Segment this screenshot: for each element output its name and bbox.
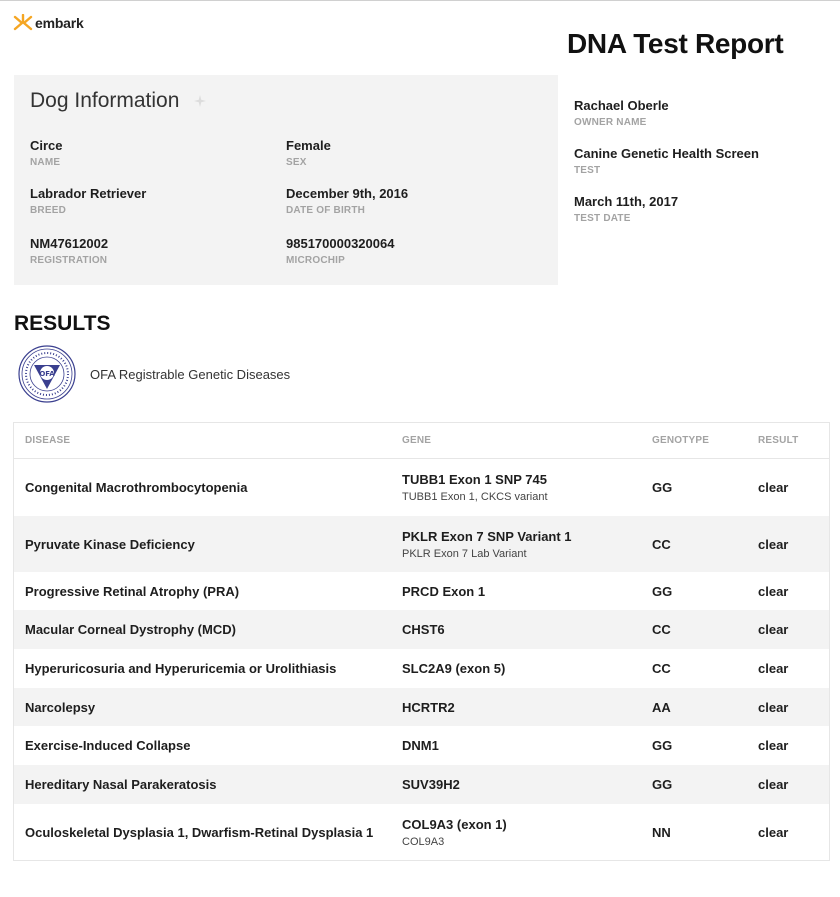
logo-text: embark <box>35 15 84 31</box>
dog-breed-value: Labrador Retriever <box>30 186 147 201</box>
gene-cell <box>402 661 652 676</box>
dog-name-label: NAME <box>30 157 61 168</box>
table-row <box>14 688 829 726</box>
disease-cell: Macular Corneal Dystrophy (MCD) <box>25 622 236 637</box>
dog-microchip-label: MICROCHIP <box>286 255 346 266</box>
gene-cell <box>402 622 652 637</box>
results-table <box>13 422 830 861</box>
result-cell: clear <box>758 777 789 792</box>
result-cell: clear <box>758 699 789 715</box>
ofa-section-label: OFA Registrable Genetic Diseases <box>90 366 291 382</box>
table-row <box>14 610 829 649</box>
column-genotype: GENOTYPE <box>652 435 710 446</box>
result-cell: clear <box>758 583 789 599</box>
test-name-label: TEST <box>574 165 601 176</box>
owner-name-field <box>574 98 669 128</box>
results-table-body <box>14 459 829 860</box>
genotype-cell: GG <box>652 777 673 792</box>
dog-microchip-field <box>286 236 394 266</box>
genotype-cell: GG <box>652 583 673 599</box>
sparkle-icon <box>193 94 207 108</box>
column-gene: GENE <box>402 435 432 446</box>
gene-name: CHST6 <box>402 622 445 637</box>
column-disease: DISEASE <box>25 435 71 446</box>
dog-registration-field <box>30 236 108 266</box>
table-row <box>14 516 829 572</box>
dog-birthdate-value: December 9th, 2016 <box>286 186 409 201</box>
ofa-section-header <box>18 345 290 403</box>
disease-cell: Hyperuricosuria and Hyperuricemia or Urolithiasis <box>25 661 337 676</box>
gene-variant: TUBB1 Exon 1, CKCS variant <box>402 491 548 503</box>
table-row <box>14 649 829 688</box>
result-cell: clear <box>758 738 789 753</box>
gene-cell <box>402 584 652 599</box>
dog-sex-value: Female <box>286 138 331 153</box>
result-cell: clear <box>758 480 789 495</box>
genotype-cell: CC <box>652 536 671 552</box>
genotype-cell: CC <box>652 622 671 637</box>
dog-sex-field <box>286 138 331 168</box>
gene-name: SLC2A9 (exon 5) <box>402 661 506 676</box>
gene-name: HCRTR2 <box>402 699 455 715</box>
table-row <box>14 572 829 610</box>
disease-cell: Hereditary Nasal Parakeratosis <box>25 777 217 792</box>
gene-cell <box>402 738 652 753</box>
table-row <box>14 804 829 860</box>
gene-variant: COL9A3 <box>402 835 445 848</box>
disease-cell: Pyruvate Kinase Deficiency <box>25 536 195 552</box>
gene-name: TUBB1 Exon 1 SNP 745 <box>402 472 547 487</box>
disease-cell: Oculoskeletal Dysplasia 1, Dwarfism-Retinal Dysplasia 1 <box>25 824 374 840</box>
test-name-field <box>574 146 759 176</box>
dog-birthdate-label: DATE OF BIRTH <box>286 205 366 216</box>
embark-logo <box>13 14 84 32</box>
dog-microchip-value: 985170000320064 <box>286 236 395 251</box>
gene-cell <box>402 529 652 560</box>
dog-sex-label: SEX <box>286 157 307 168</box>
dog-registration-value: NM47612002 <box>30 236 109 251</box>
gene-cell <box>402 777 652 792</box>
result-cell: clear <box>758 536 789 552</box>
result-cell: clear <box>758 661 789 676</box>
test-date-field <box>574 194 678 224</box>
gene-cell <box>402 817 652 848</box>
disease-cell: Narcolepsy <box>25 699 96 715</box>
dog-registration-label: REGISTRATION <box>30 255 108 266</box>
table-row <box>14 726 829 765</box>
owner-name-label: OWNER NAME <box>574 117 647 128</box>
gene-name: COL9A3 (exon 1) <box>402 816 507 832</box>
results-title: RESULTS <box>14 312 111 335</box>
dog-name-value: Circe <box>30 138 63 153</box>
genotype-cell: NN <box>652 824 671 840</box>
result-cell: clear <box>758 622 789 637</box>
disease-cell: Progressive Retinal Atrophy (PRA) <box>25 583 240 599</box>
table-row <box>14 765 829 804</box>
gene-name: PRCD Exon 1 <box>402 583 486 599</box>
gene-cell <box>402 472 652 503</box>
report-title: DNA Test Report <box>567 28 784 59</box>
dog-information-title <box>30 89 207 113</box>
disease-cell: Exercise-Induced Collapse <box>25 738 191 753</box>
owner-name-value: Rachael Oberle <box>574 98 669 113</box>
result-cell: clear <box>758 824 789 840</box>
ofa-seal-text: OFA <box>39 370 55 378</box>
ofa-seal-icon <box>18 345 76 403</box>
genotype-cell: AA <box>652 699 671 715</box>
column-result: RESULT <box>758 435 799 446</box>
gene-name: DNM1 <box>402 738 439 753</box>
test-date-label: TEST DATE <box>574 213 631 224</box>
dog-birthdate-field <box>286 186 408 216</box>
gene-name: SUV39H2 <box>402 777 460 792</box>
genotype-cell: CC <box>652 661 671 676</box>
dog-breed-label: BREED <box>30 205 67 216</box>
embark-star-icon <box>13 14 33 32</box>
dog-information-card <box>14 75 558 285</box>
disease-cell: Congenital Macrothrombocytopenia <box>25 480 248 495</box>
genotype-cell: GG <box>652 480 673 495</box>
gene-cell <box>402 700 652 715</box>
test-date-value: March 11th, 2017 <box>574 194 679 209</box>
genotype-cell: GG <box>652 738 673 753</box>
dog-breed-field <box>30 186 146 216</box>
gene-name: PKLR Exon 7 SNP Variant 1 <box>402 528 572 544</box>
results-table-header <box>14 423 829 459</box>
gene-variant: PKLR Exon 7 Lab Variant <box>402 547 527 560</box>
table-row <box>14 459 829 516</box>
dog-information-title-text: Dog Information <box>30 89 180 112</box>
dog-name-field <box>30 138 63 168</box>
test-name-value: Canine Genetic Health Screen <box>574 146 759 161</box>
